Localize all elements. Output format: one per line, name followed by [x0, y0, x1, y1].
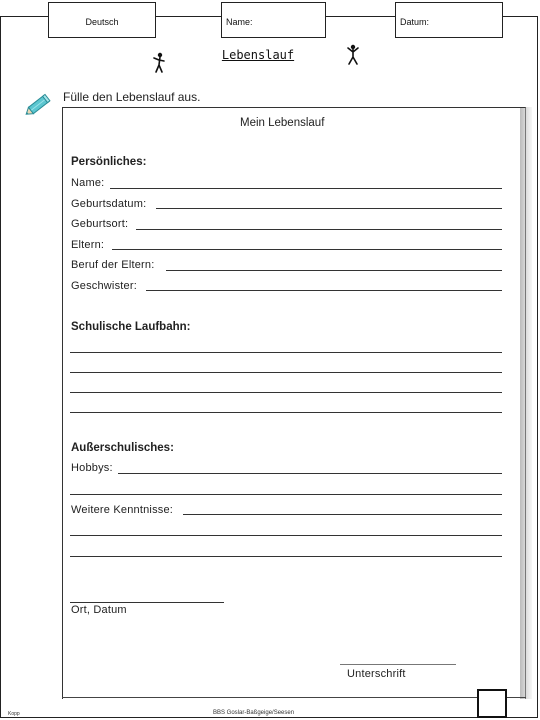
footer-author: Kopp — [8, 711, 20, 717]
parents-job-line[interactable] — [166, 270, 502, 271]
hobbys-label: Hobbys: — [71, 462, 113, 474]
page-number-box — [477, 689, 507, 718]
field-label-name: Name: — [71, 177, 105, 189]
personal-heading: Persönliches: — [71, 156, 147, 168]
hobbys-line-2[interactable] — [70, 494, 502, 495]
siblings-line[interactable] — [146, 290, 502, 291]
extracurricular-heading: Außerschulisches: — [71, 442, 174, 454]
birthplace-line[interactable] — [136, 229, 502, 230]
stick-figure-icon — [346, 44, 360, 66]
name-box[interactable] — [221, 2, 326, 38]
hobbys-line[interactable] — [118, 473, 502, 474]
subject-box — [48, 2, 156, 38]
cv-form-sheet — [62, 107, 526, 699]
knowledge-line-2[interactable] — [70, 535, 502, 536]
field-label-parents-job: Beruf der Eltern: — [71, 259, 155, 271]
signature-label: Unterschrift — [347, 668, 406, 680]
instruction-text: Fülle den Lebenslauf aus. — [63, 90, 201, 104]
date-box[interactable] — [395, 2, 503, 38]
name-line[interactable] — [110, 188, 502, 189]
field-label-parents: Eltern: — [71, 239, 105, 251]
knowledge-label: Weitere Kenntnisse: — [71, 504, 174, 516]
knowledge-line-3[interactable] — [70, 556, 502, 557]
form-title: Mein Lebenslauf — [240, 117, 325, 129]
field-label-birthdate: Geburtsdatum: — [71, 198, 147, 210]
signature-line[interactable] — [340, 664, 456, 665]
stick-figure-icon — [152, 52, 166, 74]
field-label-siblings: Geschwister: — [71, 280, 137, 292]
field-label-birthplace: Geburtsort: — [71, 218, 129, 230]
footer-school: BBS Goslar-Baßgeige/Seesen — [213, 710, 295, 716]
parents-line[interactable] — [112, 249, 502, 250]
school-line[interactable] — [70, 352, 502, 353]
pencil-icon — [22, 90, 54, 120]
school-heading: Schulische Laufbahn: — [71, 321, 191, 333]
date-label: Datum: — [400, 17, 430, 27]
birthdate-line[interactable] — [156, 208, 502, 209]
school-line[interactable] — [70, 392, 502, 393]
place-date-line[interactable] — [70, 602, 224, 603]
subject-label: Deutsch — [85, 17, 119, 27]
name-label: Name: — [226, 17, 253, 27]
school-line[interactable] — [70, 412, 502, 413]
sheet-bottom-line — [62, 697, 526, 698]
place-date-label: Ort, Datum — [71, 604, 127, 616]
school-line[interactable] — [70, 372, 502, 373]
knowledge-line[interactable] — [183, 514, 502, 515]
page-title: Lebenslauf — [221, 48, 295, 62]
